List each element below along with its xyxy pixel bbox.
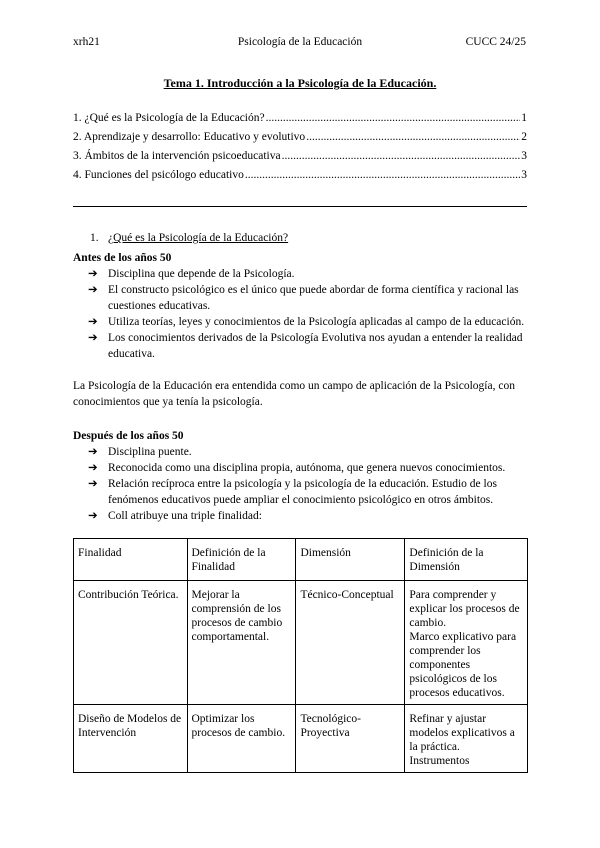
toc-entry-text: 3. Ámbitos de la intervención psicoeducativa	[73, 150, 281, 162]
toc-entry[interactable]	[73, 148, 527, 167]
arrow-bullet-icon: ➔	[88, 316, 98, 328]
section-number: 1.	[90, 232, 99, 244]
section-label: ¿Qué es la Psicología de la Educación?	[108, 232, 289, 244]
table-header-cell: Finalidad	[74, 539, 188, 581]
table-header-cell: Definición de la Finalidad	[187, 539, 296, 581]
arrow-bullet-icon: ➔	[88, 462, 98, 474]
toc-entry-page: 1	[521, 112, 527, 124]
before-50-heading: Antes de los años 50	[73, 252, 172, 264]
horizontal-divider	[73, 206, 527, 207]
document-title: Tema 1. Introducción a la Psicología de la Educación.	[163, 76, 437, 90]
list-item	[88, 330, 528, 362]
toc-leader	[282, 148, 521, 164]
list-item	[88, 444, 528, 460]
toc-entry-text: 2. Aprendizaje y desarrollo: Educativo y evolutivo	[73, 131, 306, 143]
list-item-text: Reconocida como una disciplina propia, autónoma, que genera nuevos conocimientos.	[108, 462, 506, 474]
list-item	[88, 266, 528, 282]
toc-entry[interactable]	[73, 110, 527, 129]
table-cell: Mejorar la comprensión de los procesos de cambio comportamental.	[187, 581, 296, 705]
before-50-list	[88, 266, 528, 362]
section-heading	[90, 230, 288, 246]
list-item-text: Disciplina que depende de la Psicología.	[108, 268, 295, 280]
table-cell: Para comprender y explicar los procesos de cambio. Marco explicativo para comprender los componentes psicológicos de los procesos educativos.	[405, 581, 528, 705]
toc-entry-text: 1. ¿Qué es la Psicología de la Educación?	[73, 112, 265, 124]
table-cell: Contribución Teórica.	[74, 581, 188, 705]
list-item	[88, 460, 528, 476]
list-item	[88, 508, 528, 524]
list-item-text: Utiliza teorías, leyes y conocimientos de la Psicología aplicadas al campo de la educación.	[108, 316, 525, 328]
list-item	[88, 314, 528, 330]
arrow-bullet-icon: ➔	[88, 284, 98, 296]
header-center: Psicología de la Educación	[237, 36, 363, 48]
arrow-bullet-icon: ➔	[88, 268, 98, 280]
list-item-text: El constructo psicológico es el único que puede abordar de forma científica y racional las cuestiones educativas.	[108, 284, 519, 312]
before-50-paragraph: La Psicología de la Educación era entendida como un campo de aplicación de la Psicología, con conocimientos que ya tenía la psicología.	[73, 380, 515, 408]
table-cell: Técnico-Conceptual	[296, 581, 405, 705]
toc-entry[interactable]	[73, 129, 527, 148]
table-row	[74, 581, 528, 705]
table-of-contents	[73, 110, 527, 186]
toc-entry-page: 3	[521, 150, 527, 162]
table-cell: Tecnológico-Proyectiva	[296, 705, 405, 773]
table-cell: Refinar y ajustar modelos explicativos a la práctica. Instrumentos	[405, 705, 528, 773]
toc-entry[interactable]	[73, 167, 527, 186]
header-left: xrh21	[73, 36, 100, 48]
arrow-bullet-icon: ➔	[88, 446, 98, 458]
after-50-heading: Después de los años 50	[73, 430, 184, 442]
list-item	[88, 282, 528, 314]
toc-entry-page: 3	[521, 169, 527, 181]
header-right: CUCC 24/25	[465, 36, 526, 48]
table-header-cell: Dimensión	[296, 539, 405, 581]
list-item-text: Coll atribuye una triple finalidad:	[108, 510, 262, 522]
toc-entry-text: 4. Funciones del psicólogo educativo	[73, 169, 244, 181]
after-50-list	[88, 444, 528, 524]
table-row	[74, 705, 528, 773]
list-item-text: Relación recíproca entre la psicología y la psicología de la educación. Estudio de los fenómenos educativos puede ampliar el conocimiento psicológico en otros ámbitos.	[108, 478, 497, 506]
arrow-bullet-icon: ➔	[88, 332, 98, 344]
table-cell: Optimizar los procesos de cambio.	[187, 705, 296, 773]
list-item-text: Disciplina puente.	[108, 446, 192, 458]
arrow-bullet-icon: ➔	[88, 510, 98, 522]
toc-leader	[266, 110, 521, 126]
toc-leader	[245, 167, 520, 183]
list-item	[88, 476, 528, 508]
finalidad-table	[73, 538, 528, 773]
arrow-bullet-icon: ➔	[88, 478, 98, 490]
table-header-cell: Definición de la Dimensión	[405, 539, 528, 581]
table-header-row	[74, 539, 528, 581]
table-cell: Diseño de Modelos de Intervención	[74, 705, 188, 773]
toc-leader	[306, 129, 520, 145]
toc-entry-page: 2	[521, 131, 527, 143]
list-item-text: Los conocimientos derivados de la Psicología Evolutiva nos ayudan a entender la realidad educativa.	[108, 332, 523, 360]
